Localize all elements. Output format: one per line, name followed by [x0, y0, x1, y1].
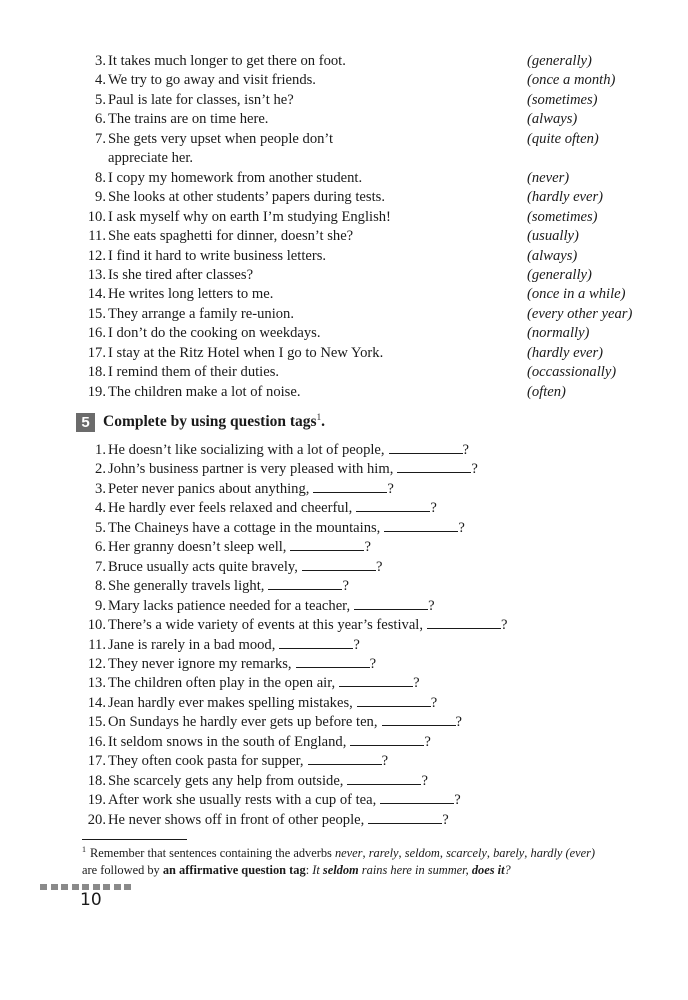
item-sentence: Mary lacks patience needed for a teacher,	[108, 597, 351, 614]
item-adverb: (always)	[527, 111, 578, 128]
item-number: 5.	[95, 519, 106, 536]
exercise-4-item	[0, 130, 688, 150]
item-sentence: He writes long letters to me.	[108, 286, 274, 303]
footnote-mark: 1	[82, 845, 86, 854]
footnote-separator: ,	[398, 846, 405, 861]
item-number: 13.	[87, 266, 106, 283]
item-sentence-wrapper	[108, 772, 428, 792]
exercise-5-item	[0, 752, 688, 772]
question-mark: ?	[421, 772, 428, 789]
exercise-4-item	[0, 71, 688, 91]
footnote-adverb: barely	[493, 846, 525, 861]
answer-blank[interactable]	[380, 791, 454, 804]
exercise-number-badge: 5	[76, 413, 95, 432]
item-number: 12.	[87, 247, 106, 264]
exercise-4-item	[0, 363, 688, 383]
question-mark: ?	[369, 655, 377, 672]
item-sentence: I stay at the Ritz Hotel when I go to New York.	[108, 344, 384, 361]
item-sentence: They arrange a family re-union.	[108, 305, 294, 322]
answer-blank[interactable]	[389, 441, 463, 454]
item-number: 9.	[95, 189, 106, 206]
item-number: 6.	[95, 539, 106, 556]
item-sentence: The Chaineys have a cottage in the mountains,	[108, 519, 381, 536]
exercise-5-item	[0, 558, 688, 578]
question-mark: ?	[455, 714, 462, 731]
item-sentence-wrapper	[108, 791, 461, 811]
exercise-4-item	[0, 305, 688, 325]
exercise-5-item	[0, 597, 688, 617]
exercise-5-item	[0, 636, 688, 656]
item-sentence-wrapper	[108, 597, 435, 617]
item-sentence: On Sundays he hardly ever gets up before ten,	[108, 714, 378, 731]
question-mark: ?	[413, 675, 420, 692]
item-number: 2.	[95, 461, 106, 478]
item-adverb: (normally)	[527, 325, 590, 342]
item-number: 19.	[87, 383, 106, 400]
question-mark: ?	[430, 694, 438, 711]
item-sentence: He hardly ever feels relaxed and cheerful,	[108, 500, 353, 517]
item-adverb: (hardly ever)	[527, 344, 604, 361]
footnote-adverb: rarely	[368, 846, 399, 861]
item-sentence: Peter never panics about anything,	[108, 480, 310, 497]
item-number: 4.	[95, 72, 106, 89]
item-sentence: The children make a lot of noise.	[108, 383, 301, 400]
footnote-divider	[82, 839, 187, 840]
item-sentence: We try to go away and visit friends.	[108, 72, 316, 89]
item-sentence: It seldom snows in the south of England,	[108, 733, 347, 750]
question-mark: ?	[458, 519, 465, 536]
item-sentence: Jane is rarely in a bad mood,	[108, 636, 276, 653]
item-number: 12.	[87, 655, 106, 672]
item-sentence: The children often play in the open air,	[108, 675, 336, 692]
item-sentence: I ask myself why on earth I’m studying English!	[108, 208, 391, 225]
footnote-separator: ,	[524, 846, 531, 861]
item-sentence-wrapper	[108, 460, 478, 480]
exercise-5-item	[0, 694, 688, 714]
item-sentence: She looks at other students’ papers during tests.	[108, 189, 385, 206]
item-adverb: (generally)	[527, 266, 592, 283]
answer-blank[interactable]	[279, 636, 353, 649]
exercise-4-item	[0, 344, 688, 364]
item-number: 9.	[95, 597, 106, 614]
exercise-5-item	[0, 577, 688, 597]
item-number: 18.	[87, 772, 106, 789]
question-mark: ?	[454, 792, 461, 809]
exercise-5-item	[0, 655, 688, 675]
answer-blank[interactable]	[368, 811, 442, 824]
question-mark: ?	[387, 480, 394, 497]
exercise-5-item	[0, 460, 688, 480]
question-mark: ?	[442, 811, 449, 828]
item-sentence-wrapper	[108, 577, 349, 597]
exercise-4-item	[0, 247, 688, 267]
item-number: 14.	[87, 286, 106, 303]
item-number: 4.	[95, 500, 106, 517]
item-sentence: He never shows off in front of other people,	[108, 811, 365, 828]
question-mark: ?	[424, 733, 431, 750]
page-number: 10	[80, 890, 102, 910]
answer-blank[interactable]	[339, 674, 413, 687]
footnote-ref: 1	[316, 412, 322, 423]
answer-blank[interactable]	[357, 694, 431, 707]
item-sentence: He doesn’t like socializing with a lot of people,	[108, 442, 385, 458]
footnote-example-b: seldom	[322, 862, 359, 877]
item-sentence-wrapper	[108, 538, 371, 558]
item-adverb: (every other year)	[527, 305, 633, 322]
answer-blank[interactable]	[356, 499, 430, 512]
question-mark: ?	[375, 558, 383, 575]
item-sentence-wrapper	[108, 811, 449, 831]
question-mark: ?	[353, 636, 360, 653]
footnote-example-d: does it	[471, 862, 505, 877]
item-adverb: (occassionally)	[527, 364, 617, 381]
item-number: 15.	[87, 714, 106, 731]
item-adverb: (once in a while)	[527, 286, 626, 303]
answer-blank[interactable]	[427, 616, 501, 629]
exercise-4-item	[0, 383, 688, 403]
item-number: 8.	[95, 578, 106, 595]
exercise-5-item	[0, 713, 688, 733]
item-number: 19.	[87, 792, 106, 809]
item-number: 3.	[95, 53, 106, 69]
answer-blank[interactable]	[354, 597, 428, 610]
item-adverb: (sometimes)	[527, 208, 598, 225]
exercise-5-item	[0, 811, 688, 831]
item-number: 5.	[95, 91, 106, 108]
footnote-example-a: It	[312, 862, 323, 877]
footnote-separator: ,	[439, 846, 447, 861]
item-number: 16.	[87, 733, 106, 750]
exercise-5-item	[0, 441, 688, 461]
title-period: .	[321, 413, 325, 431]
item-sentence-wrapper	[108, 674, 420, 694]
exercise-5-item	[0, 674, 688, 694]
answer-blank[interactable]	[347, 772, 421, 785]
footnote-adverb: scarcely	[446, 846, 487, 861]
item-sentence: Bruce usually acts quite bravely,	[108, 558, 298, 575]
item-number: 20.	[87, 811, 106, 828]
item-number: 11.	[88, 636, 106, 653]
footnote-text-1: Remember that sentences containing the adverbs	[90, 846, 335, 861]
item-sentence: I find it hard to write business letters.	[108, 247, 327, 264]
item-sentence: Paul is late for classes, isn’t he?	[108, 91, 294, 108]
exercise-5-item	[0, 480, 688, 500]
item-number: 13.	[87, 675, 106, 692]
exercise-5-heading	[76, 411, 325, 433]
footnote-bold: an affirmative question tag	[162, 862, 306, 877]
question-mark: ?	[381, 753, 389, 770]
answer-blank[interactable]	[350, 733, 424, 746]
item-sentence: She eats spaghetti for dinner, doesn’t she?	[108, 228, 354, 245]
item-number: 10.	[87, 617, 106, 634]
answer-blank[interactable]	[302, 558, 376, 571]
item-sentence-wrapper	[108, 713, 462, 733]
item-number: 17.	[87, 753, 106, 770]
item-sentence-wrapper	[108, 733, 431, 753]
exercise-4-item	[0, 169, 688, 189]
item-sentence-wrapper	[108, 441, 469, 461]
item-adverb: (once a month)	[527, 72, 616, 89]
question-mark: ?	[430, 500, 437, 517]
item-sentence: She generally travels light,	[108, 578, 265, 595]
exercise-5-title-text: Complete by using question tags	[103, 413, 317, 431]
item-sentence: They often cook pasta for supper,	[108, 753, 304, 770]
item-sentence-wrapper	[108, 558, 382, 578]
footnote-separator: ,	[486, 846, 494, 861]
footnote-adverb: seldom	[404, 846, 440, 861]
item-sentence: They never ignore my remarks,	[108, 655, 292, 672]
item-adverb: (always)	[527, 247, 578, 264]
item-number: 7.	[95, 130, 106, 147]
item-number: 18.	[87, 364, 106, 381]
item-number: 1.	[95, 442, 106, 458]
item-adverb: (sometimes)	[527, 91, 598, 108]
exercise-5-item	[0, 772, 688, 792]
item-number: 10.	[87, 208, 106, 225]
item-sentence: There’s a wide variety of events at this year’s festival,	[108, 617, 424, 634]
item-sentence-wrapper	[108, 499, 437, 519]
footnote-separator: ,	[362, 846, 369, 861]
footnote-text-2: are followed by	[82, 862, 163, 877]
item-sentence: It takes much longer to get there on foot.	[108, 53, 346, 69]
exercise-4-item	[0, 266, 688, 286]
item-sentence-wrapper	[108, 616, 508, 636]
item-sentence: I don’t do the cooking on weekdays.	[108, 325, 321, 342]
item-number: 11.	[88, 228, 106, 245]
exercise-4-item	[0, 91, 688, 111]
item-sentence: Is she tired after classes?	[108, 266, 254, 283]
item-sentence: She scarcely gets any help from outside,	[108, 772, 344, 789]
item-sentence-wrapper	[108, 519, 465, 539]
exercise-5-item	[0, 499, 688, 519]
exercise-5-item	[0, 538, 688, 558]
item-sentence: After work she usually rests with a cup of tea,	[108, 792, 377, 809]
item-sentence: The trains are on time here.	[108, 111, 269, 128]
item-number: 15.	[87, 305, 106, 322]
item-number: 3.	[95, 480, 106, 497]
question-mark: ?	[501, 617, 508, 634]
exercise-5-title	[103, 412, 325, 431]
exercise-5-item	[0, 519, 688, 539]
item-sentence: Jean hardly ever makes spelling mistakes,	[108, 694, 353, 711]
item-sentence: Her granny doesn’t sleep well,	[108, 539, 287, 556]
item-sentence: I remind them of their duties.	[108, 364, 280, 381]
exercise-4-item	[0, 324, 688, 344]
item-adverb: (generally)	[527, 53, 592, 69]
exercise-4-item	[0, 52, 688, 72]
item-sentence-wrapper	[108, 655, 376, 675]
answer-blank[interactable]	[397, 460, 471, 473]
exercise-5-item	[0, 733, 688, 753]
question-mark: ?	[428, 597, 435, 614]
item-number: 6.	[95, 111, 106, 128]
answer-blank[interactable]	[384, 519, 458, 532]
exercise-4-item	[0, 149, 688, 169]
answer-blank[interactable]	[268, 577, 342, 590]
question-mark: ?	[364, 539, 371, 556]
question-mark: ?	[471, 461, 478, 478]
footnote-adverb: hardly (ever)	[530, 846, 596, 861]
item-number: 14.	[87, 694, 106, 711]
item-number: 17.	[87, 344, 106, 361]
item-number: 16.	[87, 325, 106, 342]
item-sentence: I copy my homework from another student.	[108, 169, 363, 186]
item-adverb: (never)	[527, 169, 570, 186]
item-adverb: (quite often)	[527, 130, 599, 147]
item-sentence: John’s business partner is very pleased with him,	[108, 461, 394, 478]
exercise-4-item	[0, 227, 688, 247]
footnote-colon: :	[305, 862, 313, 877]
exercise-5-item	[0, 616, 688, 636]
footnote-adverbs	[335, 846, 595, 860]
question-mark: ?	[462, 442, 470, 458]
item-number: 7.	[95, 558, 106, 575]
item-sentence-wrapper	[108, 694, 437, 714]
footnote-example-e: ?	[504, 862, 511, 877]
answer-blank[interactable]	[313, 480, 387, 493]
answer-blank[interactable]	[290, 538, 364, 551]
exercise-4-item	[0, 110, 688, 130]
item-number: 8.	[95, 169, 106, 186]
item-sentence: appreciate her.	[108, 150, 194, 167]
answer-blank[interactable]	[382, 713, 456, 726]
footnote	[82, 842, 652, 878]
item-sentence-wrapper	[108, 636, 360, 656]
item-sentence-wrapper	[108, 480, 394, 500]
exercise-4-item	[0, 285, 688, 305]
item-sentence-wrapper	[108, 752, 388, 772]
answer-blank[interactable]	[296, 655, 370, 668]
answer-blank[interactable]	[308, 752, 382, 765]
footnote-adverb: never	[334, 846, 363, 861]
exercise-4-item	[0, 208, 688, 228]
item-adverb: (usually)	[527, 228, 579, 245]
item-sentence: She gets very upset when people don’t	[108, 130, 334, 147]
question-mark: ?	[342, 578, 349, 595]
item-adverb: (often)	[527, 383, 566, 400]
exercise-5-item	[0, 791, 688, 811]
exercise-4-item	[0, 188, 688, 208]
footnote-example-c: rains here in summer,	[358, 862, 472, 877]
item-adverb: (hardly ever)	[527, 189, 604, 206]
